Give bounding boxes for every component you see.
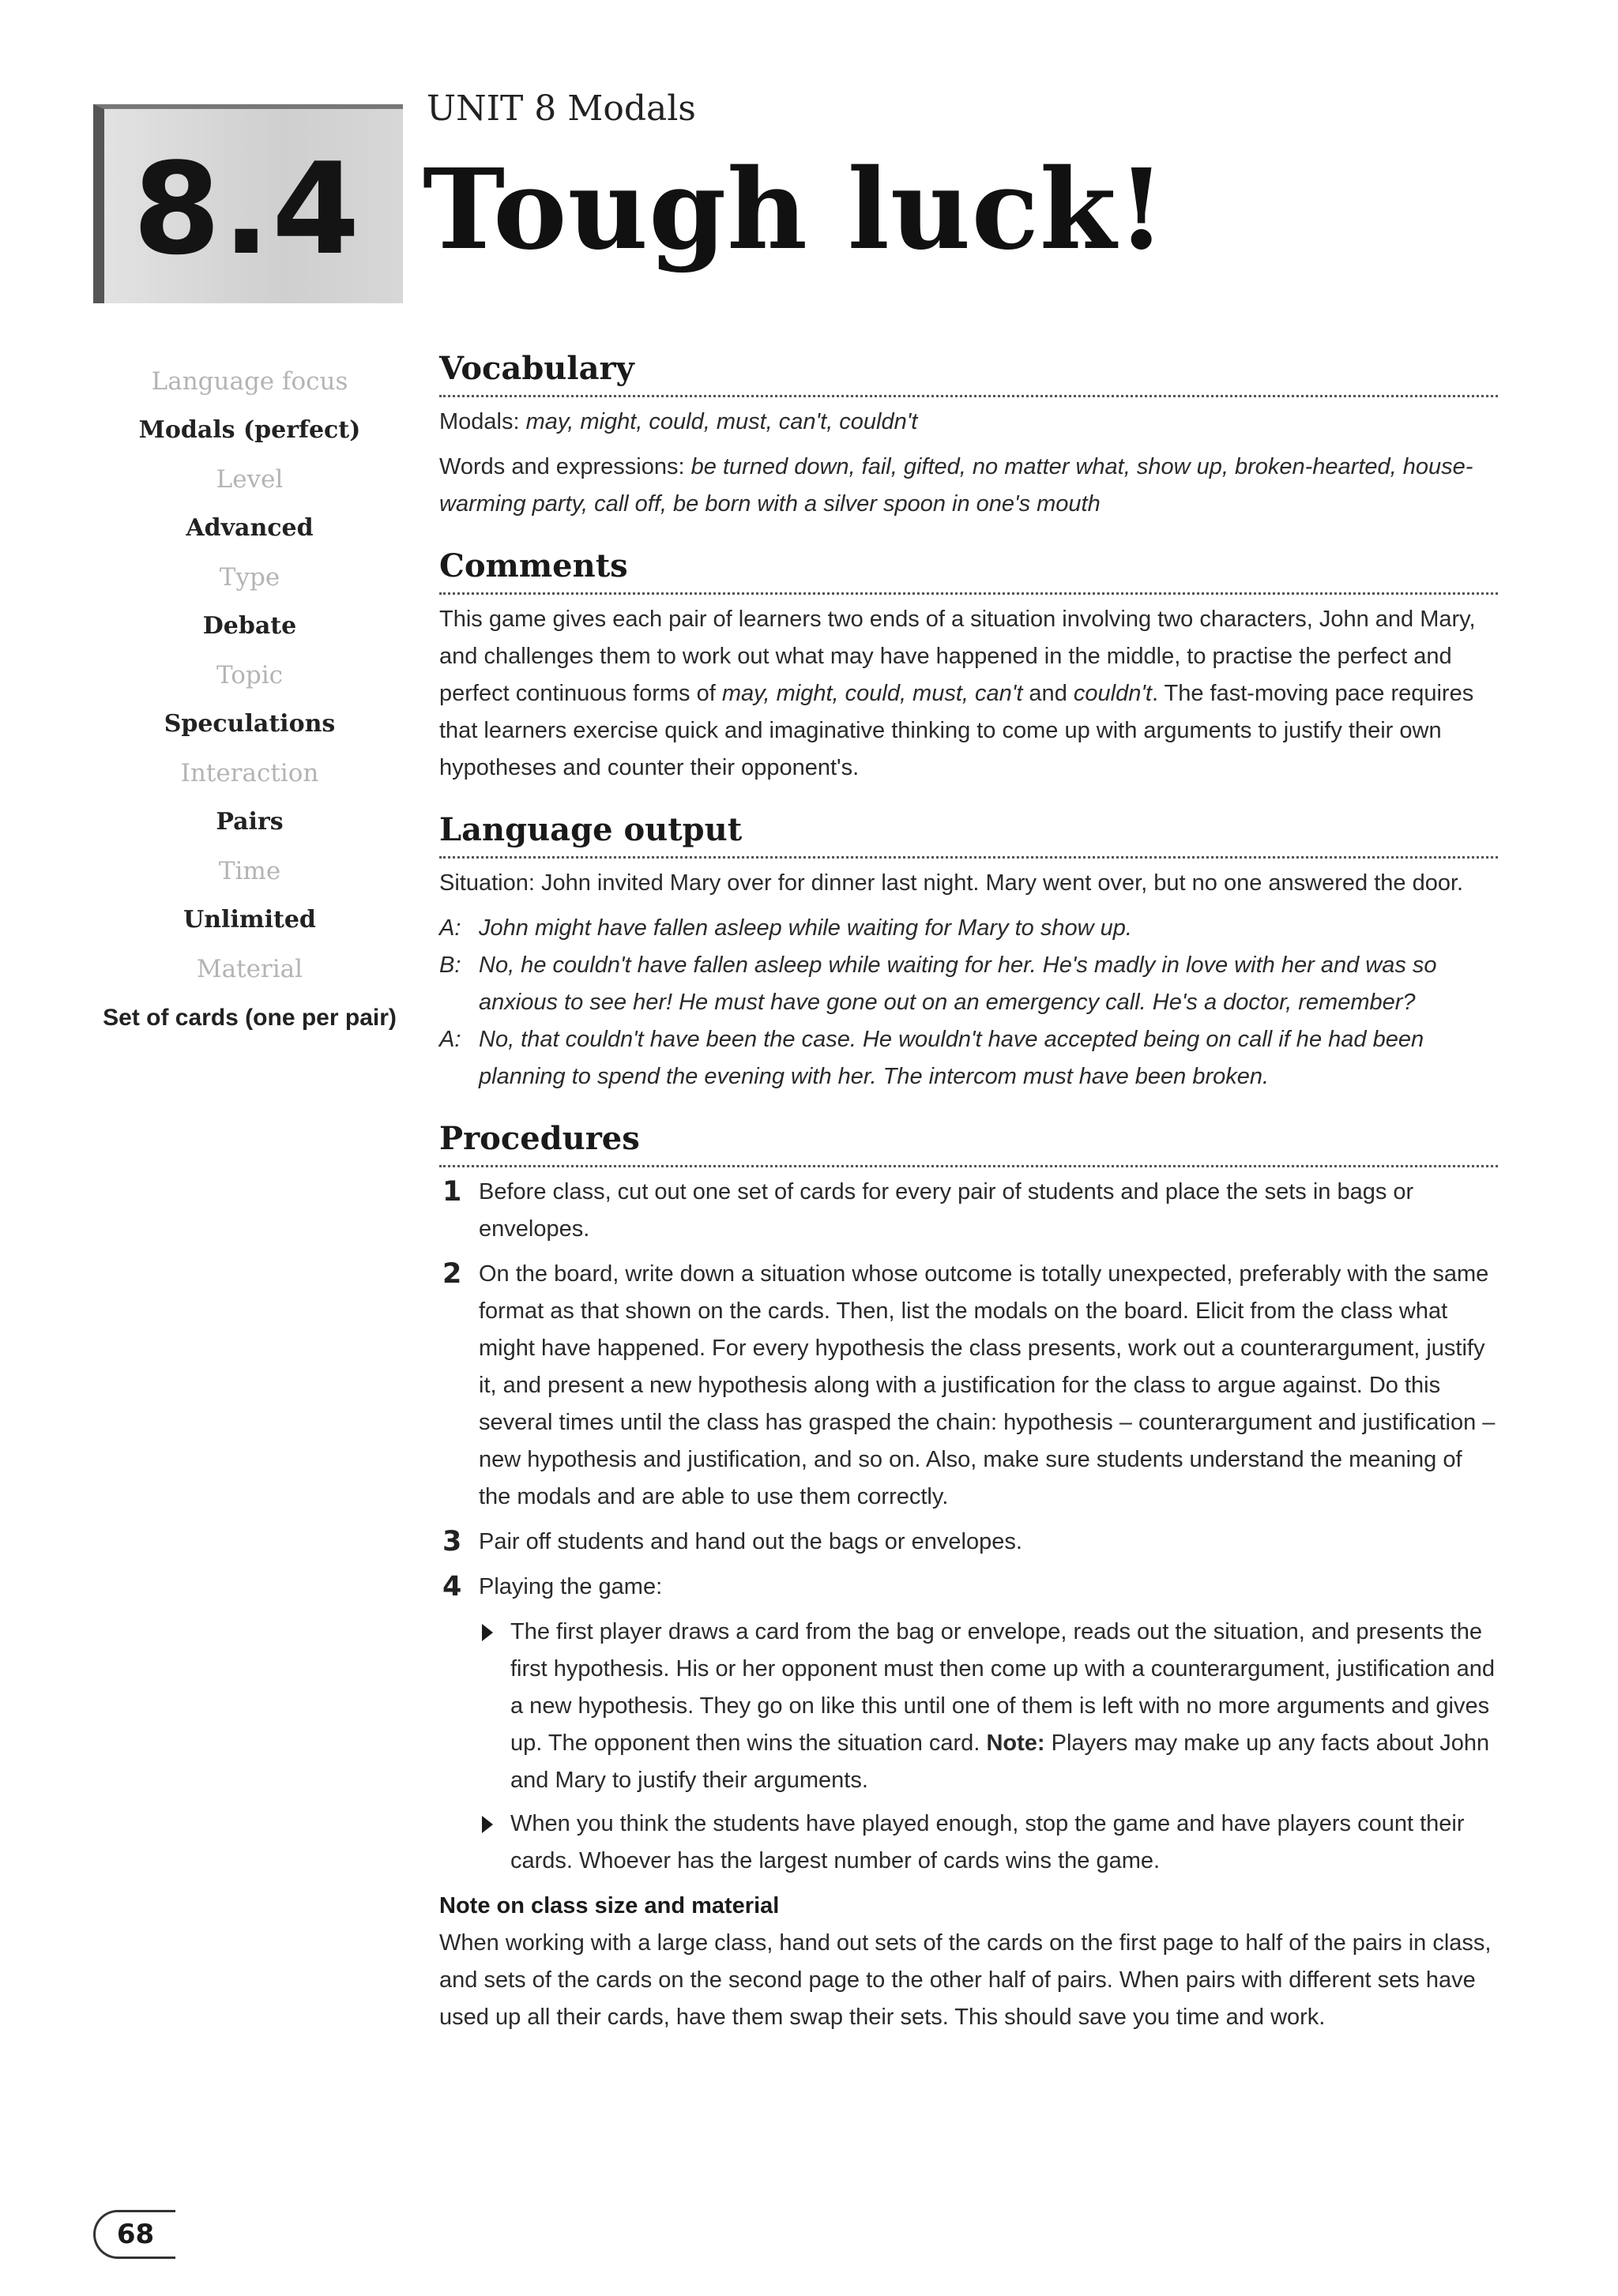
sidebar-value-time: Unlimited <box>183 906 316 934</box>
dialogue-text: No, he couldn't have fallen asleep while waiting for her. He's madly in love with her and was so anxious to see her! He must have gone out on an emergency call. He's a doctor, remember? <box>479 953 1437 1015</box>
step-number: 3 <box>442 1526 462 1558</box>
procedure-step <box>439 1256 1498 1516</box>
bullet-item <box>479 1806 1498 1880</box>
dialogue-line <box>439 1021 1498 1095</box>
section-title-vocabulary: Vocabulary <box>439 348 1498 397</box>
vocabulary-section <box>439 348 1498 523</box>
step-text: On the board, write down a situation whose outcome is totally unexpected, preferably with the same format as that shown on the cards. Then, list the modals on the board. Elicit from the class what might have happened. For every hypothesis the class presents, work out a counterargument, justify it, and present a new hypothesis along with a justification for the class to argue against. Do this several times until the class has grasped the chain: hypothesis – counterargument and justification – new hypothesis and justification, and so on. Also, make sure students understand the meaning of the modals and are able to use them correctly. <box>479 1261 1496 1509</box>
comments-modals: may, might, could, must, can't <box>721 681 1023 706</box>
sidebar-label-level: Level <box>216 465 284 494</box>
bullet-text: The first player draws a card from the bag or envelope, reads out the situation, and presents the first hypothesis. His or her opponent must then come up with a counterargument, justification and a new hypothesis. They go on like this until one of them is left with no more arguments and gives up. The opponent then wins the situation card. <box>510 1619 1496 1756</box>
unit-label: UNIT 8 Modals <box>427 88 696 129</box>
bullet-text: When you think the students have played enough, stop the game and have players count their cards. Whoever has the largest number of cards wins the game. <box>510 1811 1465 1873</box>
bullet-item <box>479 1614 1498 1799</box>
vocabulary-modals <box>439 404 1498 441</box>
page-title: Tough luck! <box>423 145 1167 275</box>
procedure-step <box>439 1569 1498 1880</box>
bullet-triangle-icon <box>482 1624 493 1641</box>
dialogue-speaker: A: <box>439 1027 461 1052</box>
sidebar-value-type: Debate <box>202 612 297 640</box>
comments-last-modal: couldn't <box>1073 681 1152 706</box>
sidebar-label-topic: Topic <box>216 661 284 690</box>
procedure-step <box>439 1524 1498 1561</box>
sidebar-value-material: Set of cards (one per pair) <box>103 1005 397 1031</box>
main-content <box>439 348 1498 2058</box>
comments-section <box>439 545 1498 787</box>
sidebar-label-type: Type <box>219 563 280 592</box>
example-dialogue <box>439 910 1498 1095</box>
note-heading: Note on class size and material <box>439 1893 780 1918</box>
sidebar-value-language-focus: Modals (perfect) <box>138 416 361 444</box>
section-title-comments: Comments <box>439 545 1498 595</box>
bullet-triangle-icon <box>482 1816 493 1833</box>
section-title-procedures: Procedures <box>439 1118 1498 1167</box>
activity-info-sidebar <box>79 357 420 1043</box>
modals-label: Modals: <box>439 409 520 434</box>
comments-text-part2: . The fast-moving pace requires that learners exercise quick and imaginative thinking to come up with arguments to justify their own hypotheses and counter their opponent's. <box>439 681 1474 780</box>
step-text: Playing the game: <box>479 1574 663 1599</box>
dialogue-text: John might have fallen asleep while waiting for Mary to show up. <box>479 915 1132 941</box>
procedure-steps <box>439 1174 1498 1880</box>
words-label: Words and expressions: <box>439 454 685 479</box>
note-label: Note: <box>986 1730 1045 1756</box>
unit-number: 8.4 <box>133 135 362 283</box>
sidebar-value-interaction: Pairs <box>216 808 284 836</box>
vocabulary-words <box>439 449 1498 523</box>
note-text: When working with a large class, hand out sets of the cards on the first page to half of the pairs in class, and sets of the cards on the second page to the other half of pairs. When pairs with different sets have used up all their cards, have them swap their sets. This should save you time and work. <box>439 1930 1492 2030</box>
comments-text-part1: This game gives each pair of learners two ends of a situation involving two characters, John and Mary, and challenges them to work out what may have happened in the middle, to practise the perfect and perfect continuous forms of <box>439 607 1476 706</box>
sidebar-label-interaction: Interaction <box>180 759 319 787</box>
words-list: be turned down, fail, gifted, no matter what, show up, broken-hearted, house-warming party, call off, be born with a silver spoon in one's mouth <box>439 454 1473 517</box>
dialogue-text: No, that couldn't have been the case. He wouldn't have accepted being on call if he had been planning to spend the evening with her. The intercom must have been broken. <box>479 1027 1424 1089</box>
bullet-text-continued: Players may make up any facts about John and Mary to justify their arguments. <box>510 1730 1490 1793</box>
sidebar-label-language-focus: Language focus <box>151 367 348 396</box>
comments-text <box>439 601 1498 787</box>
dialogue-speaker: B: <box>439 953 461 978</box>
dialogue-speaker: A: <box>439 915 461 941</box>
game-rules-bullets <box>479 1614 1498 1880</box>
sidebar-value-topic: Speculations <box>164 710 336 738</box>
dialogue-line <box>439 910 1498 947</box>
step-text: Before class, cut out one set of cards for every pair of students and place the sets in bags or envelopes. <box>479 1179 1414 1242</box>
sidebar-label-time: Time <box>218 857 281 885</box>
procedures-section <box>439 1118 1498 2036</box>
step-number: 1 <box>442 1176 462 1208</box>
language-output-section <box>439 809 1498 1095</box>
step-number: 4 <box>442 1571 462 1603</box>
situation-text: Situation: John invited Mary over for dinner last night. Mary went over, but no one answered the door. <box>439 870 1464 896</box>
dialogue-line <box>439 947 1498 1021</box>
comments-and: and <box>1022 681 1074 706</box>
page-number: 68 <box>93 2210 175 2259</box>
sidebar-value-level: Advanced <box>186 514 314 542</box>
sidebar-label-material: Material <box>196 955 303 983</box>
section-title-language-output: Language output <box>439 809 1498 859</box>
step-text: Pair off students and hand out the bags or envelopes. <box>479 1529 1022 1554</box>
procedure-step <box>439 1174 1498 1248</box>
modals-list: may, might, could, must, can't, couldn't <box>525 409 918 434</box>
step-number: 2 <box>442 1258 462 1290</box>
